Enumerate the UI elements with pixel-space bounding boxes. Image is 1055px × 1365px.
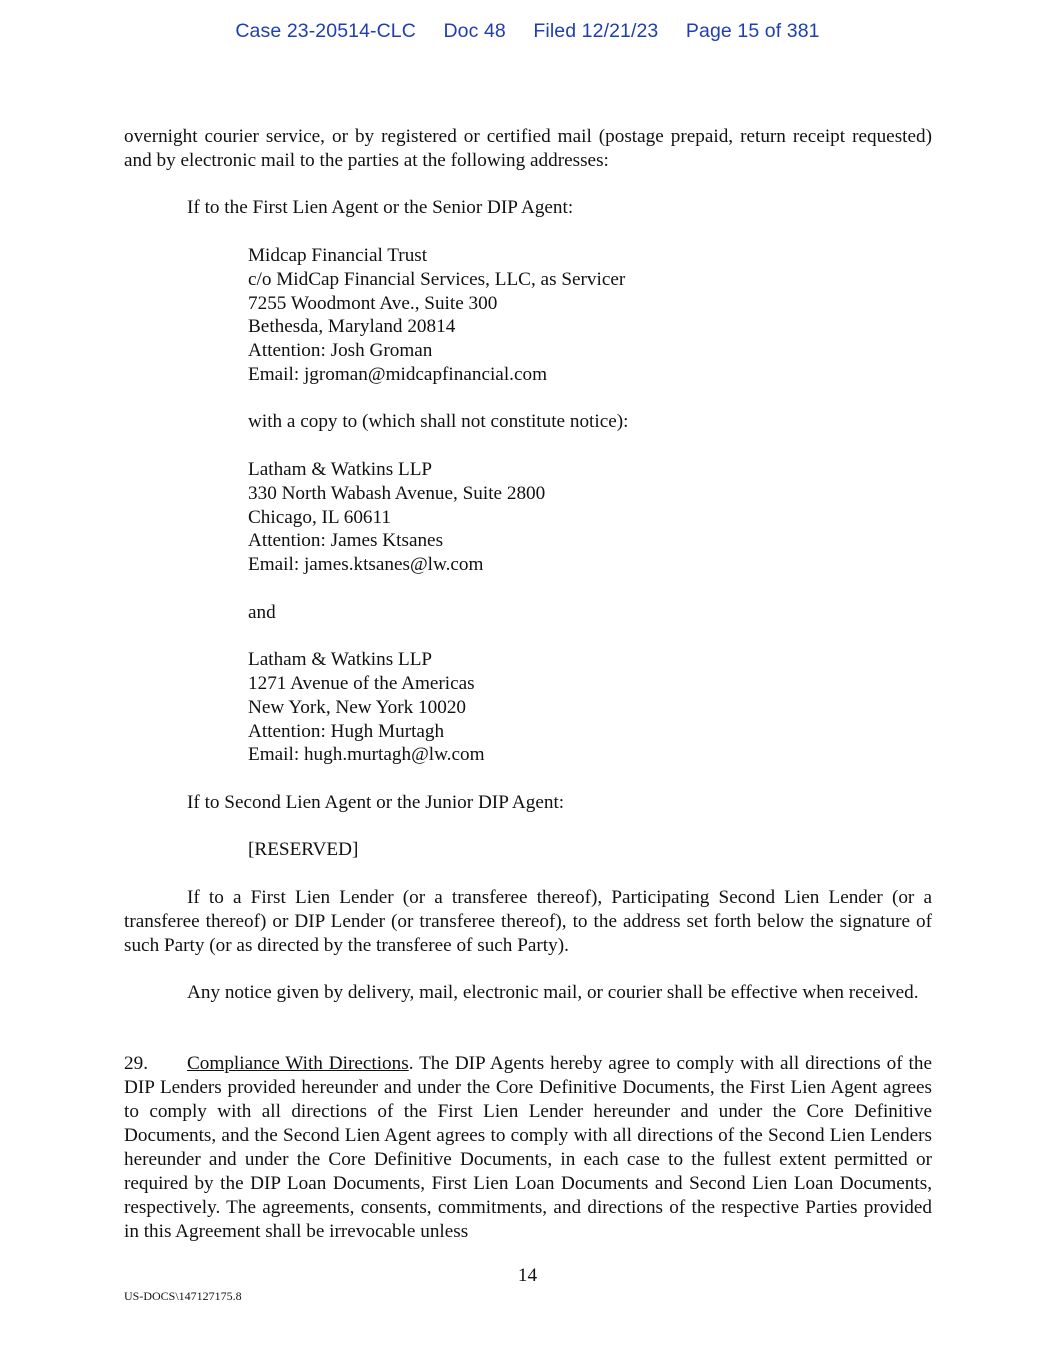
- address-line: Latham & Watkins LLP: [248, 459, 433, 480]
- address-line: Latham & Watkins LLP: [248, 649, 433, 670]
- address-line: Midcap Financial Trust: [248, 245, 428, 266]
- section-text: The DIP Agents hereby agree to comply with all directions of the DIP Lenders provided hereunder and under the Core Definitive Documents, the First Lien Agent agrees to comply with all directions of the First Lien Lender hereunder and under the Core Definitive Documents, and the Second Lien Agent agrees to comply with all directions of the Second Lien Lenders hereunder and under the Core Definitive Documents, in each case to the fullest extent permitted or required by the DIP Loan Documents, First Lien Loan Documents and Second Lien Loan Documents, respectively. The agreements, consents, commitments, and directions of the respective Parties provided in this Agreement shall be irrevocable unless: [124, 1053, 932, 1242]
- section-title-period: .: [408, 1053, 414, 1074]
- and-separator: and: [248, 602, 276, 623]
- section-29: [124, 1052, 932, 1244]
- doc-number: Doc 48: [443, 20, 506, 42]
- filed-date: Filed 12/21/23: [533, 20, 659, 42]
- address-line: 7255 Woodmont Ave., Suite 300: [248, 293, 498, 314]
- address-line: Bethesda, Maryland 20814: [248, 316, 456, 337]
- reserved-note: [RESERVED]: [248, 839, 359, 860]
- section-number: 29.: [124, 1053, 148, 1074]
- address-line: Attention: Josh Groman: [248, 340, 433, 361]
- page-indicator: Page 15 of 381: [685, 20, 820, 42]
- first-lien-heading: If to the First Lien Agent or the Senior DIP Agent:: [187, 197, 574, 218]
- address-line: Email: james.ktsanes@lw.com: [248, 554, 484, 575]
- page-number: 14: [517, 1265, 538, 1286]
- copy-note: with a copy to (which shall not constitute notice):: [248, 411, 629, 432]
- address-line: 1271 Avenue of the Americas: [248, 673, 475, 694]
- address-line: Email: jgroman@midcapfinancial.com: [248, 364, 547, 385]
- address-line: New York, New York 10020: [248, 697, 467, 718]
- ecf-header: [0, 20, 1055, 43]
- address-line: Attention: James Ktsanes: [248, 530, 444, 551]
- document-id: US-DOCS\147127175.8: [124, 1289, 242, 1303]
- notice-paragraph: Any notice given by delivery, mail, electronic mail, or courier shall be effective when received.: [187, 982, 919, 1003]
- lender-paragraph: If to a First Lien Lender (or a transferee thereof), Participating Second Lien Lender (or a transferee thereof) or DIP Lender (or transferee thereof), to the address set forth below the signature of such Party (or as directed by the transferee of such Party).: [124, 887, 932, 956]
- address-line: Chicago, IL 60611: [248, 507, 391, 528]
- address-line: Email: hugh.murtagh@lw.com: [248, 744, 485, 765]
- address-line: Attention: Hugh Murtagh: [248, 721, 445, 742]
- address-line: 330 North Wabash Avenue, Suite 2800: [248, 483, 546, 504]
- section-title: Compliance With Directions: [187, 1053, 409, 1074]
- address-line: c/o MidCap Financial Services, LLC, as Servicer: [248, 269, 626, 290]
- intro-paragraph: overnight courier service, or by registered or certified mail (postage prepaid, return receipt requested) and by electronic mail to the parties at the following addresses:: [124, 126, 932, 171]
- case-number: Case 23-20514-CLC: [235, 20, 416, 42]
- second-lien-heading: If to Second Lien Agent or the Junior DIP Agent:: [187, 792, 565, 813]
